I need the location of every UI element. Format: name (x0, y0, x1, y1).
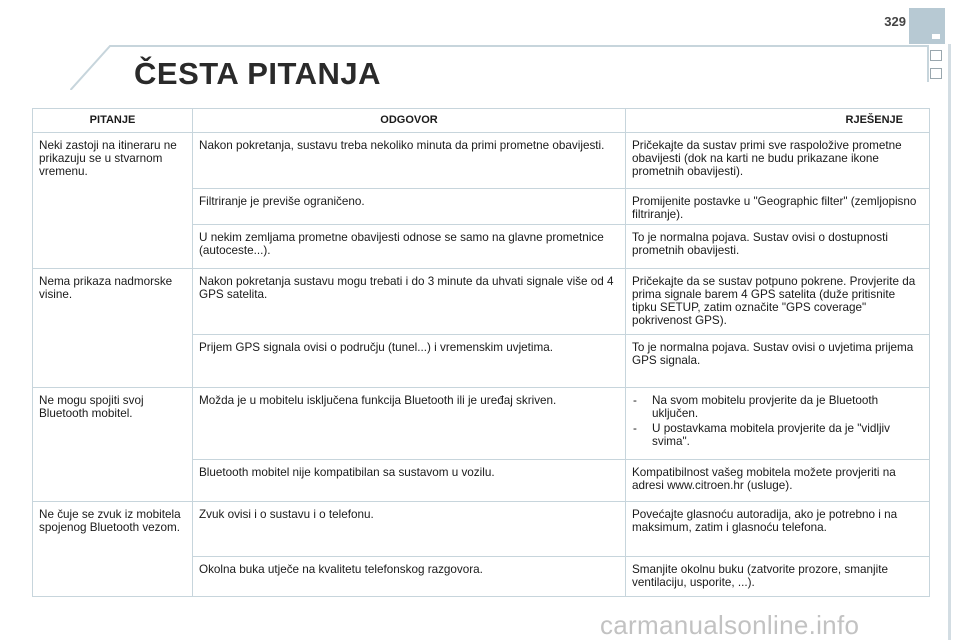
list-item: - U postavkama mobitela provjerite da je "vidljiv svima". (632, 422, 922, 448)
faq-table (32, 108, 930, 597)
answer-cell: Bluetooth mobitel nije kompatibilan sa sustavom u vozilu. (193, 460, 626, 502)
solution-cell: Kompatibilnost vašeg mobitela možete provjeriti na adresi www.citroen.hr (usluge). (626, 460, 930, 502)
chapter-tab (909, 8, 945, 44)
header-answer: ODGOVOR (193, 109, 626, 133)
question-cell: Ne mogu spojiti svoj Bluetooth mobitel. (33, 388, 193, 502)
header-question: PITANJE (33, 109, 193, 133)
solution-list (632, 394, 922, 448)
solution-cell (626, 388, 930, 460)
answer-cell: Nakon pokretanja, sustavu treba nekoliko minuta da primi prometne obavijesti. (193, 133, 626, 189)
table-row (33, 502, 930, 557)
watermark-text: carmanualsonline.info (600, 610, 860, 640)
table-header-row (33, 109, 930, 133)
list-item: - Na svom mobitelu provjerite da je Bluetooth uključen. (632, 394, 922, 420)
question-cell: Nema prikaza nadmorske visine. (33, 269, 193, 388)
question-cell: Ne čuje se zvuk iz mobitela spojenog Bluetooth vezom. (33, 502, 193, 597)
tab-square-icon (930, 50, 942, 61)
page-number: 329 (884, 14, 906, 29)
table-row (33, 269, 930, 335)
solution-cell: Promijenite postavke u "Geographic filter" (zemljopisno filtriranje). (626, 189, 930, 225)
solution-cell: To je normalna pojava. Sustav ovisi o dostupnosti prometnih obavijesti. (626, 225, 930, 269)
answer-cell: Zvuk ovisi i o sustavu i o telefonu. (193, 502, 626, 557)
chapter-tab-marker (932, 34, 940, 39)
solution-cell: Pričekajte da se sustav potpuno pokrene. Provjerite da prima signale barem 4 GPS satelita (duže pritisnite tipku SETUP, zatim označite "GPS coverage" pokrivenost GPS). (626, 269, 930, 335)
answer-cell: Okolna buka utječe na kvalitetu telefonskog razgovora. (193, 557, 626, 597)
solution-cell: Pričekajte da sustav primi sve raspoložive prometne obavijesti (dok na karti ne budu prikazane ikone prometnih obavijesti). (626, 133, 930, 189)
answer-cell: Prijem GPS signala ovisi o području (tunel...) i vremenskim uvjetima. (193, 335, 626, 388)
tab-square-icon (930, 68, 942, 79)
table-row (33, 388, 930, 460)
solution-cell: Smanjite okolnu buku (zatvorite prozore, smanjite ventilaciju, usporite, ...). (626, 557, 930, 597)
answer-cell: Filtriranje je previše ograničeno. (193, 189, 626, 225)
answer-cell: Možda je u mobitelu isključena funkcija Bluetooth ili je uređaj skriven. (193, 388, 626, 460)
margin-rule (948, 44, 951, 640)
answer-cell: U nekim zemljama prometne obavijesti odnose se samo na glavne prometnice (autoceste...). (193, 225, 626, 269)
answer-cell: Nakon pokretanja sustavu mogu trebati i do 3 minute da uhvati signale više od 4 GPS satelita. (193, 269, 626, 335)
page-title: ČESTA PITANJA (134, 56, 382, 91)
question-cell: Neki zastoji na itineraru ne prikazuju se u stvarnom vremenu. (33, 133, 193, 269)
header-solution: RJEŠENJE (626, 109, 930, 133)
solution-cell: To je normalna pojava. Sustav ovisi o uvjetima prijema GPS signala. (626, 335, 930, 388)
solution-cell: Povećajte glasnoću autoradija, ako je potrebno i na maksimum, zatim i glasnoću telefona. (626, 502, 930, 557)
table-row (33, 133, 930, 189)
